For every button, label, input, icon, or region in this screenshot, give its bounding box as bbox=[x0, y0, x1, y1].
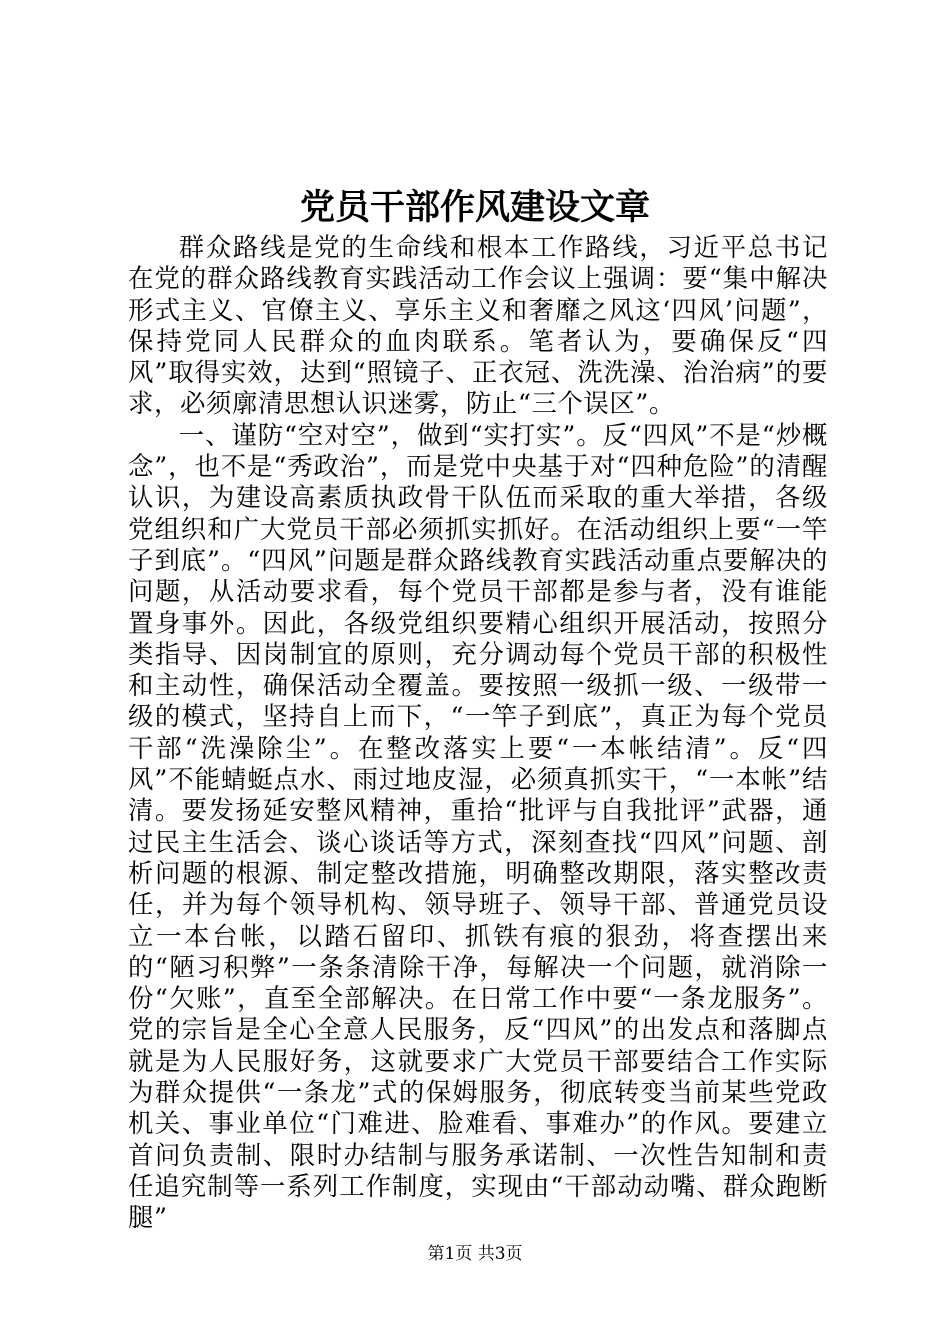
paragraph-intro: 群众路线是党的生命线和根本工作路线，习近平总书记在党的群众路线教育实践活动工作会议上强调：要“集中解决形式主义、官僚主义、享乐主义和奢靡之风这‘四风’问题”，保持党同人民群众的血肉联系。笔者认为，要确保反“四风”取得实效，达到“照镜子、正衣冠、洗洗澡、治治病”的要求，必须廓清思想认识迷雾，防止“三个误区”。 bbox=[128, 232, 828, 419]
document-body bbox=[128, 232, 828, 1234]
page-number-footer: 第1页 共3页 bbox=[427, 1244, 523, 1264]
paragraph-section-1: 一、谨防“空对空”，做到“实打实”。反“四风”不是“炒概念”，也不是“秀政治”，而是党中央基于对“四种危险”的清醒认识，为建设高素质执政骨干队伍而采取的重大举措，各级党组织和广大党员干部必须抓实抓好。在活动组织上要“一竿子到底”。“四风”问题是群众路线教育实践活动重点要解决的问题，从活动要求看，每个党员干部都是参与者，没有谁能置身事外。因此，各级党组织要精心组织开展活动，按照分类指导、因岗制宜的原则，充分调动每个党员干部的积极性和主动性，确保活动全覆盖。要按照一级抓一级、一级带一级的模式，坚持自上而下，“一竿子到底”，真正为每个党员干部“洗澡除尘”。在整改落实上要“一本帐结清”。反“四风”不能蜻蜓点水、雨过地皮湿，必须真抓实干，“一本帐”结清。要发扬延安整风精神，重拾“批评与自我批评”武器，通过民主生活会、谈心谈话等方式，深刻查找“四风”问题、剖析问题的根源、制定整改措施，明确整改期限，落实整改责任，并为每个领导机构、领导班子、领导干部、普通党员设立一本台帐，以踏石留印、抓铁有痕的狠劲，将查摆出来的“陋习积弊”一条条清除干净，每解决一个问题，就消除一份“欠账”，直至全部解决。在日常工作中要“一条龙服务”。党的宗旨是全心全意人民服务，反“四风”的出发点和落脚点就是为人民服好务，这就要求广大党员干部要结合工作实际为群众提供“一条龙”式的保姆服务，彻底转变当前某些党政机关、事业单位“门难进、脸难看、事难办”的作风。要建立首问负责制、限时办结制与服务承诺制、一次性告知制和责任追究制等一系列工作制度，实现由“干部动动嘴、群众跑断腿” bbox=[128, 419, 828, 1233]
document-title: 党员干部作风建设文章 bbox=[299, 187, 650, 228]
